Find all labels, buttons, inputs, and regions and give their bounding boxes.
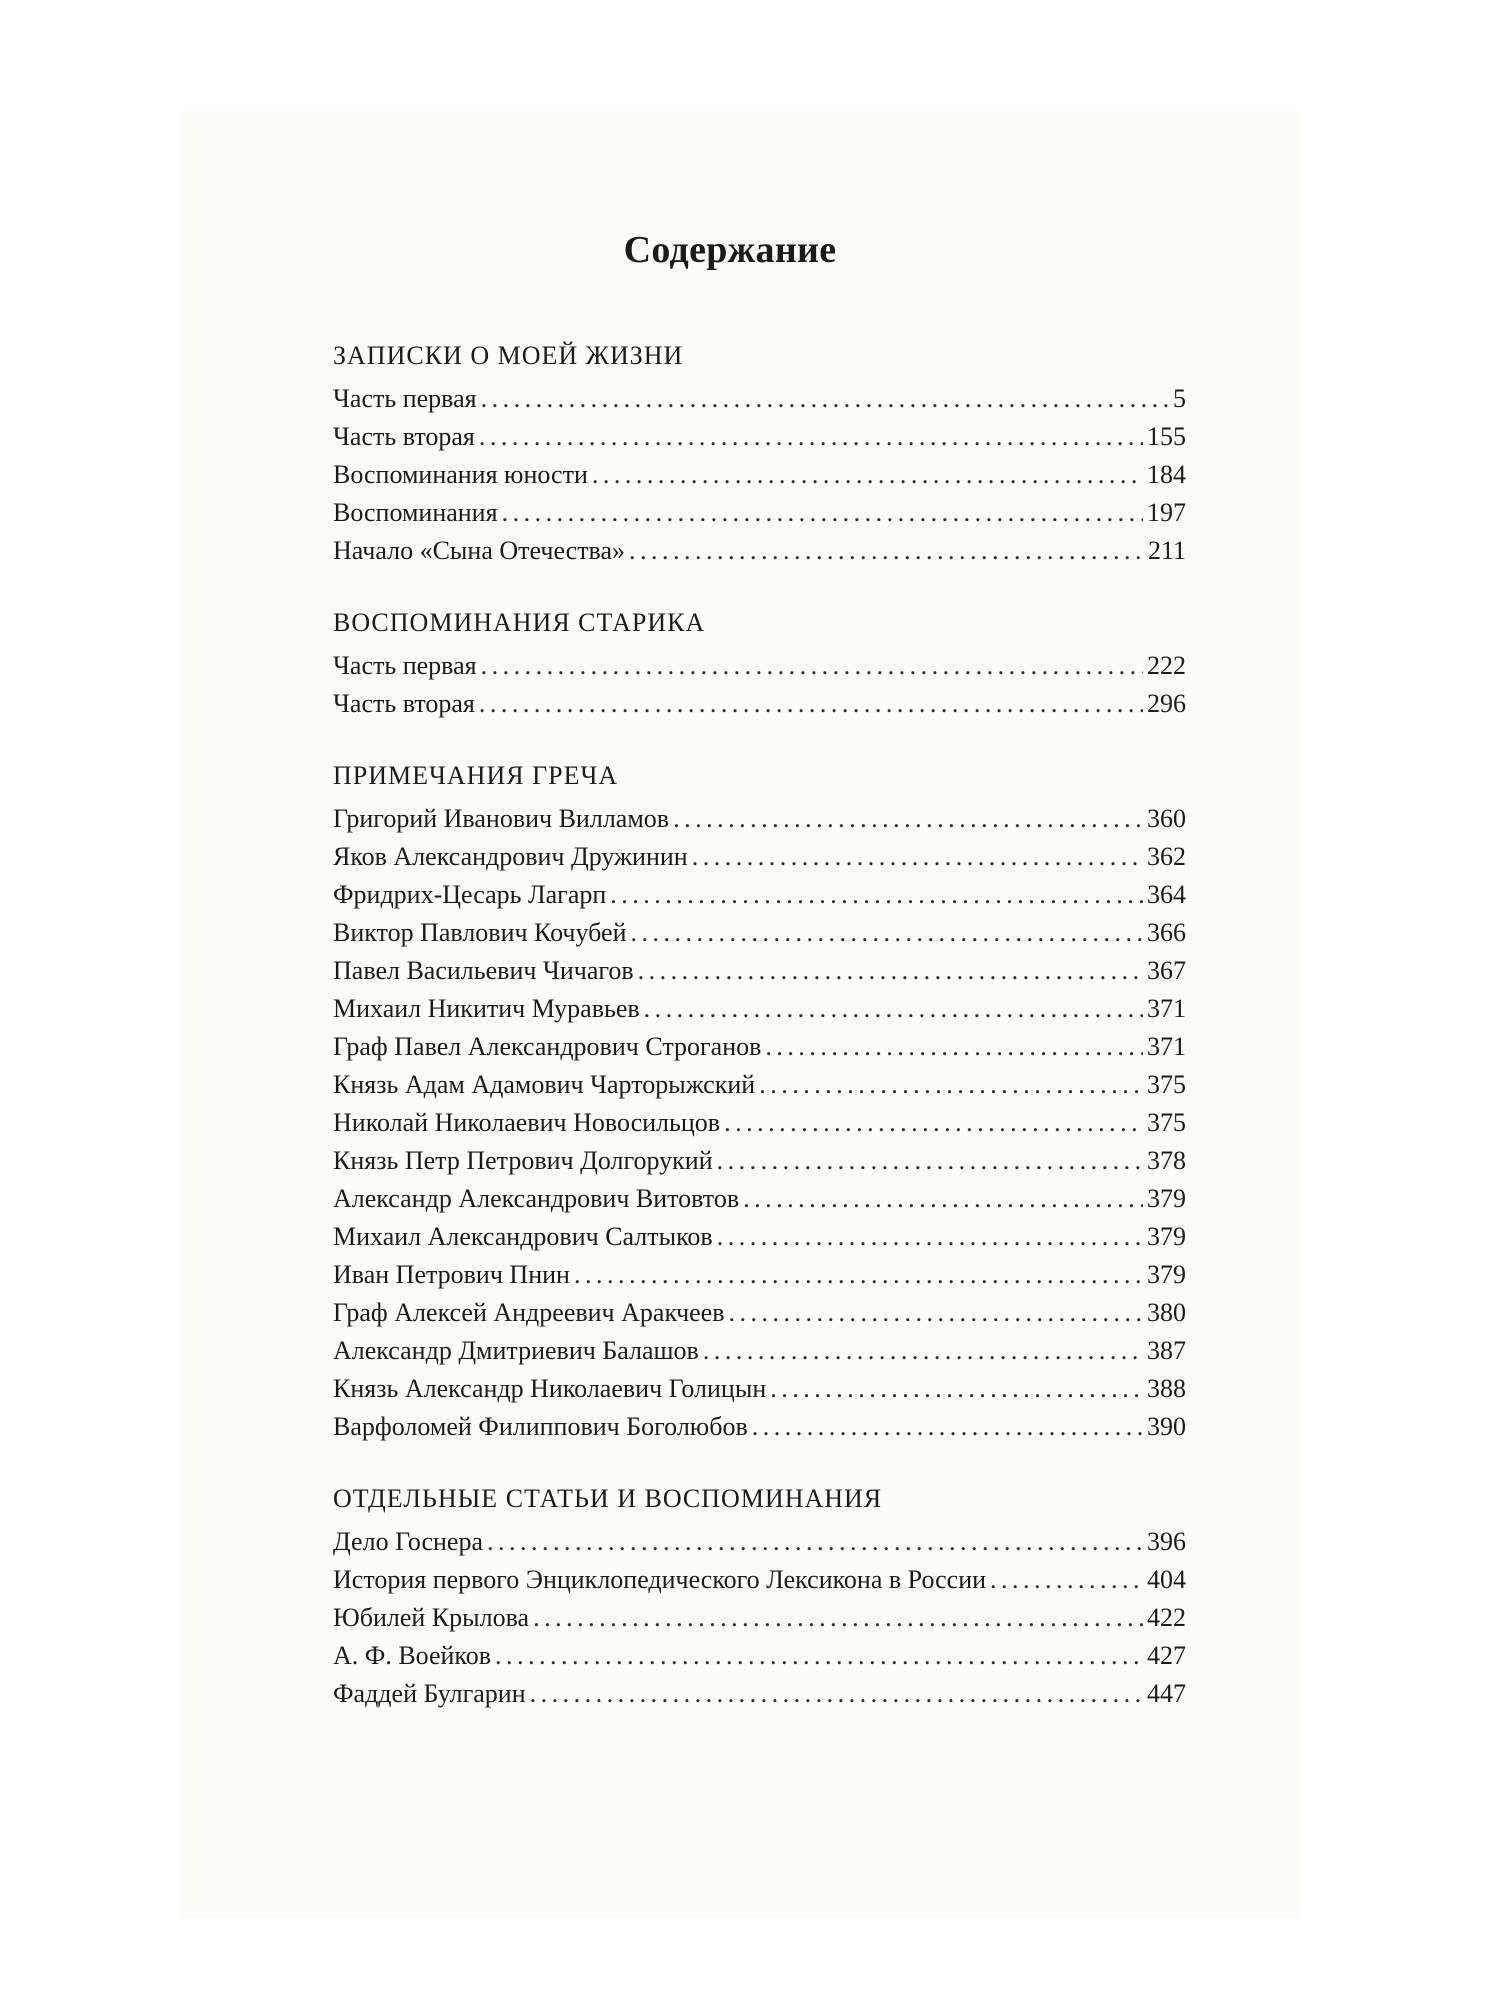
entry-page-number: 5 <box>1173 384 1186 413</box>
dot-leader <box>502 494 1143 532</box>
toc-section <box>333 752 1186 1446</box>
toc-entry <box>333 1294 1186 1332</box>
dot-leader <box>629 532 1144 570</box>
dot-leader <box>990 1561 1143 1599</box>
entry-title: История первого Энциклопедического Лексикона в России <box>333 1565 987 1594</box>
toc-section <box>333 599 1186 723</box>
entry-page-number: 380 <box>1147 1298 1186 1327</box>
entry-title: А. Ф. Воейков <box>333 1641 492 1670</box>
entry-title: Фаддей Булгарин <box>333 1679 526 1708</box>
toc-entry <box>333 532 1186 570</box>
entry-title: Часть вторая <box>333 689 475 718</box>
dot-leader <box>759 1066 1143 1104</box>
dot-leader <box>481 380 1169 418</box>
entry-title: Павел Васильевич Чичагов <box>333 956 634 985</box>
toc-section <box>333 1475 1186 1713</box>
entry-title: Фридрих-Цесарь Лагарп <box>333 880 607 909</box>
toc-entry <box>333 1599 1186 1637</box>
dot-leader <box>770 1370 1143 1408</box>
entry-page-number: 379 <box>1147 1184 1186 1213</box>
dot-leader <box>487 1523 1143 1561</box>
toc-entry <box>333 1180 1186 1218</box>
entry-title: Дело Госнера <box>333 1527 483 1556</box>
entry-page-number: 371 <box>1147 1032 1186 1061</box>
entry-title: Михаил Никитич Муравьев <box>333 994 640 1023</box>
page-title: Содержание <box>623 229 837 271</box>
entry-title: Юбилей Крылова <box>333 1603 530 1632</box>
toc-entry <box>333 1142 1186 1180</box>
entry-page-number: 296 <box>1147 689 1186 718</box>
entry-title: Иван Петрович Пнин <box>333 1260 570 1289</box>
section-heading: ЗАПИСКИ О МОЕЙ ЖИЗНИ <box>333 341 684 370</box>
toc-entry <box>333 1523 1186 1561</box>
toc-entry <box>333 1561 1186 1599</box>
entry-title: Воспоминания юности <box>333 460 588 489</box>
dot-leader <box>533 1599 1143 1637</box>
entry-title: Князь Александр Николаевич Голицын <box>333 1374 767 1403</box>
dot-leader <box>530 1675 1143 1713</box>
entry-page-number: 378 <box>1147 1146 1186 1175</box>
toc-entry <box>333 876 1186 914</box>
dot-leader <box>729 1294 1144 1332</box>
entry-title: Часть вторая <box>333 422 475 451</box>
entry-title: Николай Николаевич Новосильцов <box>333 1108 721 1137</box>
dot-leader <box>724 1104 1143 1142</box>
dot-leader <box>631 914 1143 952</box>
book-page <box>180 110 1300 1918</box>
entry-page-number: 404 <box>1147 1565 1186 1594</box>
dot-leader <box>644 990 1143 1028</box>
dot-leader <box>743 1180 1143 1218</box>
toc-section <box>333 332 1186 570</box>
toc-entry <box>333 990 1186 1028</box>
entry-page-number: 379 <box>1147 1260 1186 1289</box>
dot-leader <box>703 1332 1143 1370</box>
toc-entry <box>333 418 1186 456</box>
dot-leader <box>717 1218 1143 1256</box>
entry-title: Яков Александрович Дружинин <box>333 842 688 871</box>
entry-title: Александр Дмитриевич Балашов <box>333 1336 699 1365</box>
entry-page-number: 396 <box>1147 1527 1186 1556</box>
dot-leader <box>610 876 1143 914</box>
section-heading: ПРИМЕЧАНИЯ ГРЕЧА <box>333 761 619 790</box>
entry-page-number: 222 <box>1147 651 1186 680</box>
entry-page-number: 360 <box>1147 804 1186 833</box>
entry-page-number: 422 <box>1147 1603 1186 1632</box>
entry-page-number: 211 <box>1147 536 1186 565</box>
entry-title: Виктор Павлович Кочубей <box>333 918 627 947</box>
toc-entry <box>333 838 1186 876</box>
dot-leader <box>592 456 1143 494</box>
entry-page-number: 427 <box>1147 1641 1186 1670</box>
toc-entry <box>333 380 1186 418</box>
dot-leader <box>638 952 1143 990</box>
toc-entry <box>333 1028 1186 1066</box>
entry-page-number: 366 <box>1147 918 1186 947</box>
dot-leader <box>574 1256 1143 1294</box>
toc-entry <box>333 1218 1186 1256</box>
table-of-contents <box>333 332 1186 1742</box>
entry-page-number: 375 <box>1147 1108 1186 1137</box>
entry-page-number: 375 <box>1147 1070 1186 1099</box>
toc-entry <box>333 1637 1186 1675</box>
toc-entry <box>333 1408 1186 1446</box>
toc-entry <box>333 685 1186 723</box>
entry-page-number: 371 <box>1147 994 1186 1023</box>
entry-title: Часть первая <box>333 651 477 680</box>
toc-entry <box>333 1256 1186 1294</box>
dot-leader <box>479 418 1143 456</box>
toc-entry <box>333 1332 1186 1370</box>
entry-title: Михаил Александрович Салтыков <box>333 1222 713 1251</box>
entry-page-number: 184 <box>1147 460 1186 489</box>
toc-entry <box>333 1370 1186 1408</box>
entry-page-number: 447 <box>1147 1679 1186 1708</box>
dot-leader <box>673 800 1143 838</box>
entry-title: Григорий Иванович Вилламов <box>333 804 670 833</box>
section-heading: ОТДЕЛЬНЫЕ СТАТЬИ И ВОСПОМИНАНИЯ <box>333 1484 883 1513</box>
entry-page-number: 367 <box>1147 956 1186 985</box>
section-heading: ВОСПОМИНАНИЯ СТАРИКА <box>333 608 706 637</box>
entry-page-number: 390 <box>1147 1412 1186 1441</box>
toc-entry <box>333 1675 1186 1713</box>
toc-entry <box>333 1104 1186 1142</box>
toc-entry <box>333 647 1186 685</box>
entry-page-number: 362 <box>1147 842 1186 871</box>
entry-page-number: 197 <box>1147 498 1186 527</box>
dot-leader <box>479 685 1143 723</box>
entry-title: Александр Александрович Витовтов <box>333 1184 740 1213</box>
dot-leader <box>752 1408 1143 1446</box>
entry-title: Варфоломей Филиппович Боголюбов <box>333 1412 748 1441</box>
toc-entry <box>333 1066 1186 1104</box>
toc-entry <box>333 914 1186 952</box>
entry-page-number: 364 <box>1147 880 1186 909</box>
entry-title: Князь Петр Петрович Долгорукий <box>333 1146 713 1175</box>
dot-leader <box>692 838 1143 876</box>
dot-leader <box>481 647 1143 685</box>
toc-entry <box>333 494 1186 532</box>
toc-entry <box>333 456 1186 494</box>
entry-title: Граф Алексей Андреевич Аракчеев <box>333 1298 725 1327</box>
entry-title: Начало «Сына Отечества» <box>333 536 626 565</box>
dot-leader <box>717 1142 1143 1180</box>
entry-title: Князь Адам Адамович Чарторыжский <box>333 1070 756 1099</box>
dot-leader <box>765 1028 1143 1066</box>
toc-entry <box>333 800 1186 838</box>
entry-title: Воспоминания <box>333 498 498 527</box>
entry-page-number: 387 <box>1147 1336 1186 1365</box>
entry-page-number: 155 <box>1147 422 1186 451</box>
entry-title: Часть первая <box>333 384 477 413</box>
entry-title: Граф Павел Александрович Строганов <box>333 1032 762 1061</box>
toc-entry <box>333 952 1186 990</box>
entry-page-number: 388 <box>1147 1374 1186 1403</box>
entry-page-number: 379 <box>1147 1222 1186 1251</box>
dot-leader <box>495 1637 1143 1675</box>
